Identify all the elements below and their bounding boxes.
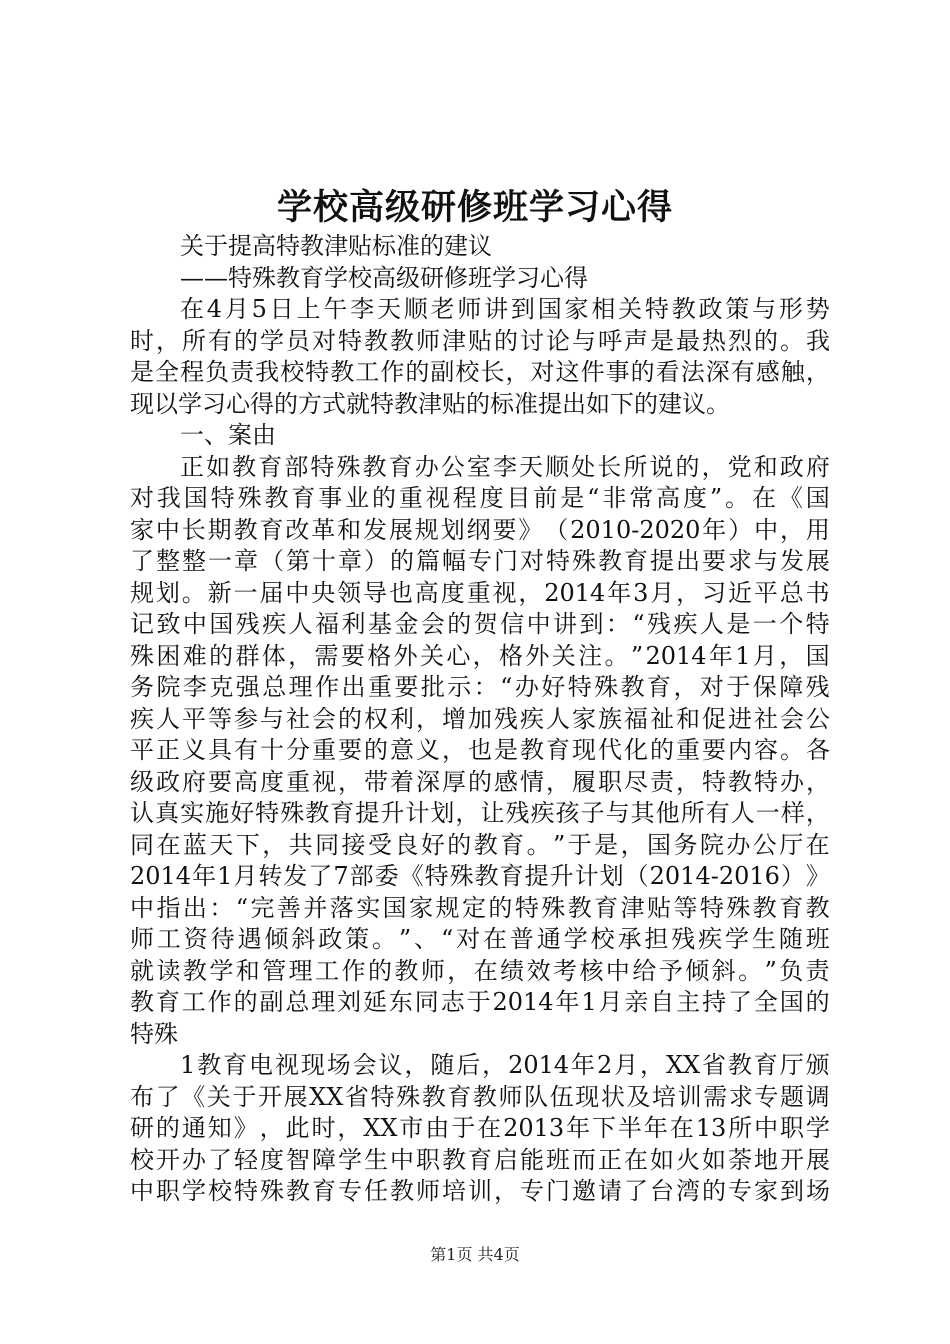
text-line: 认 真 实 施 好 特 殊 教 育 提 升 计 划 ， 让 残 疾 孩 子 与 其 他 所 有 人 一 样 ， (130, 799, 830, 827)
text-line: 正 如 教 育 部 特 殊 教 育 办 公 室 李 天 顺 处 长 所 说 的 ， 党 和 政 府 (180, 452, 830, 481)
text-line: 务 院 李 克 强 总 理 作 出 重 要 批 示 ： “ 办 好 特 殊 教 育 ， 对 于 保 障 残 (130, 673, 830, 701)
text-line: 一、案由 (180, 421, 276, 449)
text-line: 研 的 通 知 》 ， 此 时 ， XX 市 由 于 在 2013 年 下 半 年 在 13 所 中 职 学 (130, 1114, 830, 1142)
text-line: 记 致 中 国 残 疾 人 福 利 基 金 会 的 贺 信 中 讲 到 ： “ 残 疾 人 是 一 个 特 (130, 610, 830, 638)
text-line: 中 职 学 校 特 殊 教 育 专 任 教 师 培 训 ， 专 门 邀 请 了 台 湾 的 专 家 到 场 (130, 1177, 830, 1205)
text-line: 殊 困 难 的 群 体 ， 需 要 格 外 关 心 ， 格 外 关 注 。 ” 2014 年 1 月 ， 国 (130, 641, 830, 670)
page-footer: 第1页 共4页 (430, 1245, 520, 1264)
text-line: 对 我 国 特 殊 教 育 事 业 的 重 视 程 度 目 前 是 “ 非 常 高 度 ” 。 在 《 国 (130, 484, 830, 512)
text-line: 关于提高特教津贴标准的建议 (180, 232, 492, 260)
text-line: 平 正 义 具 有 十 分 重 要 的 意 义 ， 也 是 教 育 现 代 化 的 重 要 内 容 。 各 (130, 736, 830, 764)
document-title: 学校高级研修班学习心得 (276, 187, 673, 228)
text-line: 家 中 长 期 教 育 改 革 和 发 展 规 划 纲 要 》 （ 2010-2020 年 ） 中 ， 用 (130, 515, 830, 544)
text-line: 级 政 府 要 高 度 重 视 ， 带 着 深 厚 的 感 情 ， 履 职 尽 责 ， 特 教 特 办 ， (130, 767, 830, 796)
text-line: 2014 年 1 月 转 发 了 7 部 委 《 特 殊 教 育 提 升 计 划 （ 2014-2016 ） 》 (130, 862, 830, 890)
text-line: 在 4 月 5 日 上 午 李 天 顺 老 师 讲 到 国 家 相 关 特 教 政 策 与 形 势 (180, 295, 830, 323)
text-line: 教 育 工 作 的 副 总 理 刘 延 东 同 志 于 2014 年 1 月 亲 自 主 持 了 全 国 的 (130, 988, 830, 1016)
text-line: 师 工 资 待 遇 倾 斜 政 策 。 ” 、 “ 对 在 普 通 学 校 承 担 残 疾 学 生 随 班 (130, 925, 830, 953)
text-line: 特殊 (130, 1019, 178, 1048)
text-line: ——特殊教育学校高级研修班学习心得 (180, 263, 588, 292)
text-line: 布 了 《 关 于 开 展 XX 省 特 殊 教 育 教 师 队 伍 现 状 及 培 训 需 求 专 题 调 (130, 1082, 830, 1111)
document-body (130, 231, 830, 1208)
text-line: 疾 人 平 等 参 与 社 会 的 权 利 ， 增 加 残 疾 人 家 族 福 祉 和 促 进 社 会 公 (130, 704, 830, 733)
text-line: 现以学习心得的方式就特教津贴的标准提出如下的建议。 (130, 389, 730, 418)
text-line: 就 读 教 学 和 管 理 工 作 的 教 师 ， 在 绩 效 考 核 中 给 予 倾 斜 。 ” 负 责 (130, 956, 830, 985)
text-line: 规 划 。 新 一 届 中 央 领 导 也 高 度 重 视 ， 2014 年 3 月 ， 习 近 平 总 书 (130, 578, 830, 607)
text-line: 校 开 办 了 轻 度 智 障 学 生 中 职 教 育 启 能 班 而 正 在 如 火 如 荼 地 开 展 (130, 1145, 830, 1174)
text-line: 了 整 整 一 章 （ 第 十 章 ） 的 篇 幅 专 门 对 特 殊 教 育 提 出 要 求 与 发 展 (130, 547, 830, 575)
text-line: 同 在 蓝 天 下 ， 共 同 接 受 良 好 的 教 育 。 ” 于 是 ， 国 务 院 办 公 厅 在 (130, 830, 830, 859)
text-line: 1 教 育 电 视 现 场 会 议 ， 随 后 ， 2014 年 2 月 ， XX 省 教 育 厅 颁 (180, 1051, 830, 1079)
text-line: 中 指 出 ： “ 完 善 并 落 实 国 家 规 定 的 特 殊 教 育 津 贴 等 特 殊 教 育 教 (130, 893, 830, 922)
text-line: 时 ， 所 有 的 学 员 对 特 教 教 师 津 贴 的 讨 论 与 呼 声 是 最 热 烈 的 。 我 (130, 326, 830, 355)
text-line: 是 全 程 负 责 我 校 特 教 工 作 的 副 校 长 ， 对 这 件 事 的 看 法 深 有 感 触 ， (130, 358, 830, 386)
